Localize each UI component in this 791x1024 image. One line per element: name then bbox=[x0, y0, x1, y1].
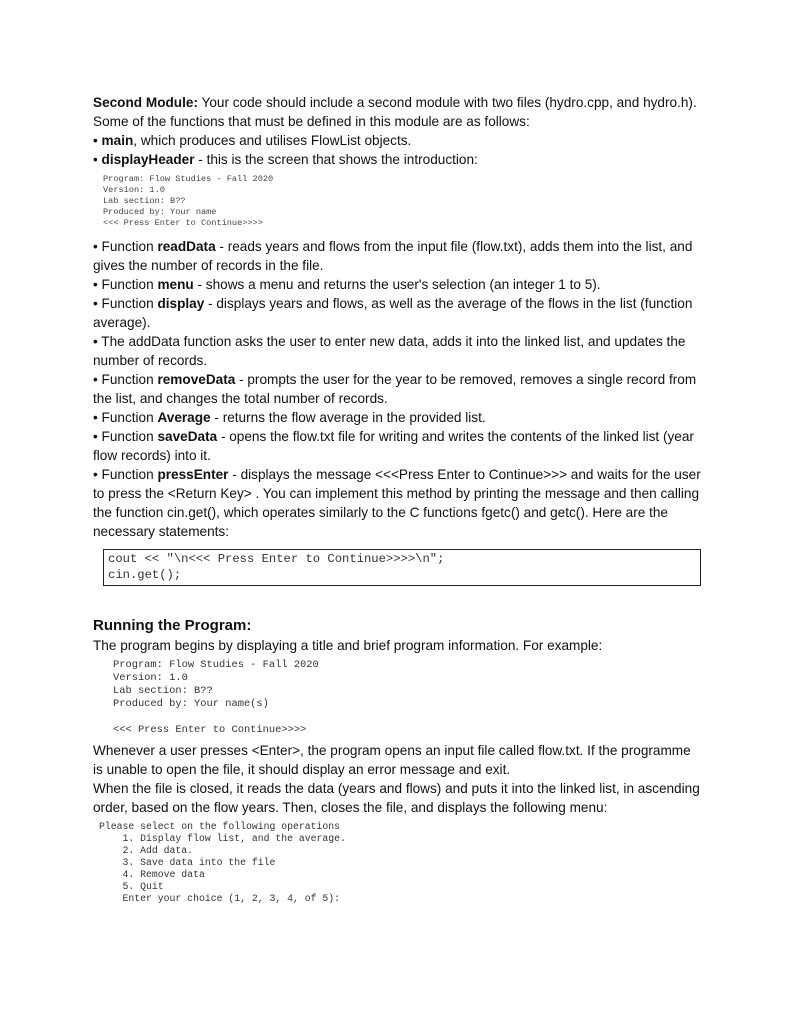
document-page bbox=[93, 93, 703, 905]
bullet-prefix: • Function bbox=[93, 429, 158, 444]
bullet-average bbox=[93, 408, 703, 427]
bullet-display bbox=[93, 294, 703, 332]
bullet-main: • main, which produces and utilises FlowList objects. bbox=[93, 133, 412, 148]
bullet-prefix: • Function bbox=[93, 239, 158, 254]
bullet-remove-data bbox=[93, 370, 703, 408]
function-name-save-data: saveData bbox=[157, 429, 218, 444]
enter-paragraph: Whenever a user presses <Enter>, the program opens an input file called flow.txt. If the programme is unable to open the file, it should display an error message and exit. bbox=[93, 743, 691, 777]
closed-paragraph: When the file is closed, it reads the data (years and flows) and puts it into the linked list, in ascending order, based on the flow years. Then, closes the file, and displays the following menu: bbox=[93, 781, 700, 815]
press-enter-code-box bbox=[103, 549, 701, 586]
function-desc-menu: - shows a menu and returns the user's selection (an integer 1 to 5). bbox=[193, 277, 601, 292]
function-name-read-data: readData bbox=[157, 239, 216, 254]
function-name-average: Average bbox=[157, 410, 211, 425]
bullet-prefix: • Function bbox=[93, 372, 158, 387]
function-desc-read-data: - reads years and flows from the input file (flow.txt), adds them into the list, and gives the number of records in the file. bbox=[93, 239, 693, 273]
running-heading: Running the Program: bbox=[93, 617, 252, 634]
function-name-menu: menu bbox=[157, 277, 194, 292]
function-desc-average: - returns the flow average in the provided list. bbox=[210, 410, 486, 425]
bullet-prefix: • Function bbox=[93, 467, 158, 482]
header-code-sample: Program: Flow Studies - Fall 2020 Version: 1.0 Lab section: B?? Produced by: Your name <<< Press Enter to Continue>>>> bbox=[103, 174, 274, 228]
bullet-prefix: • Function bbox=[93, 296, 158, 311]
function-name-display-header: displayHeader bbox=[101, 152, 195, 167]
function-name-remove-data: removeData bbox=[157, 372, 236, 387]
bullet-save-data bbox=[93, 427, 703, 465]
function-name-press-enter: pressEnter bbox=[157, 467, 229, 482]
second-module-intro bbox=[93, 93, 703, 131]
second-module-heading: Second Module: bbox=[93, 95, 198, 110]
example-output-code: Program: Flow Studies - Fall 2020 Version: 1.0 Lab section: B?? Produced by: Your name(s) <<< Press Enter to Continue>>>> bbox=[113, 659, 319, 736]
function-name-display: display bbox=[157, 296, 205, 311]
running-intro: The program begins by displaying a title and brief program information. For example: bbox=[93, 638, 603, 653]
function-desc-display: - displays years and flows, as well as the average of the flows in the list (function average). bbox=[93, 296, 693, 330]
bullet-display-header: • displayHeader - this is the screen that shows the introduction: bbox=[93, 152, 478, 167]
bullet-prefix: • Function bbox=[93, 410, 158, 425]
function-desc-save-data: - opens the flow.txt file for writing and writes the contents of the linked list (year flow records) into it. bbox=[93, 429, 694, 463]
code-line: cin.get(); bbox=[108, 568, 182, 582]
function-desc-main: , which produces and utilises FlowList objects. bbox=[133, 133, 412, 148]
function-desc-display-header: - this is the screen that shows the introduction: bbox=[194, 152, 478, 167]
second-module-intro-text: Your code should include a second module with two files (hydro.cpp, and hydro.h). Some of the functions that must be defined in this module are as follows: bbox=[93, 95, 697, 129]
menu-code-sample: Please select on the following operations 1. Display flow list, and the average. 2. Add data. 3. Save data into the file 4. Remove data 5. Quit Enter your choice (1, 2, 3, 4, of 5): bbox=[99, 821, 346, 904]
bullet-prefix: • Function bbox=[93, 277, 158, 292]
bullet-menu bbox=[93, 275, 703, 294]
function-desc-remove-data: - prompts the user for the year to be removed, removes a single record from the list, and changes the total number of records. bbox=[93, 372, 697, 406]
bullet-add-data: • The addData function asks the user to enter new data, adds it into the linked list, and updates the number of records. bbox=[93, 334, 686, 368]
code-line: cout << "\n<<< Press Enter to Continue>>>>\n"; bbox=[108, 552, 445, 566]
bullet-press-enter bbox=[93, 465, 703, 541]
function-name-main: main bbox=[101, 133, 134, 148]
bullet-read-data bbox=[93, 237, 703, 275]
function-desc-press-enter: - displays the message <<<Press Enter to Continue>>> and waits for the user to press the <Return Key> . You can implement this method by printing the message and then calling the function cin.get(), which operates similarly to the C functions fgetc() and getc(). Here are the necessary statements: bbox=[93, 467, 701, 539]
